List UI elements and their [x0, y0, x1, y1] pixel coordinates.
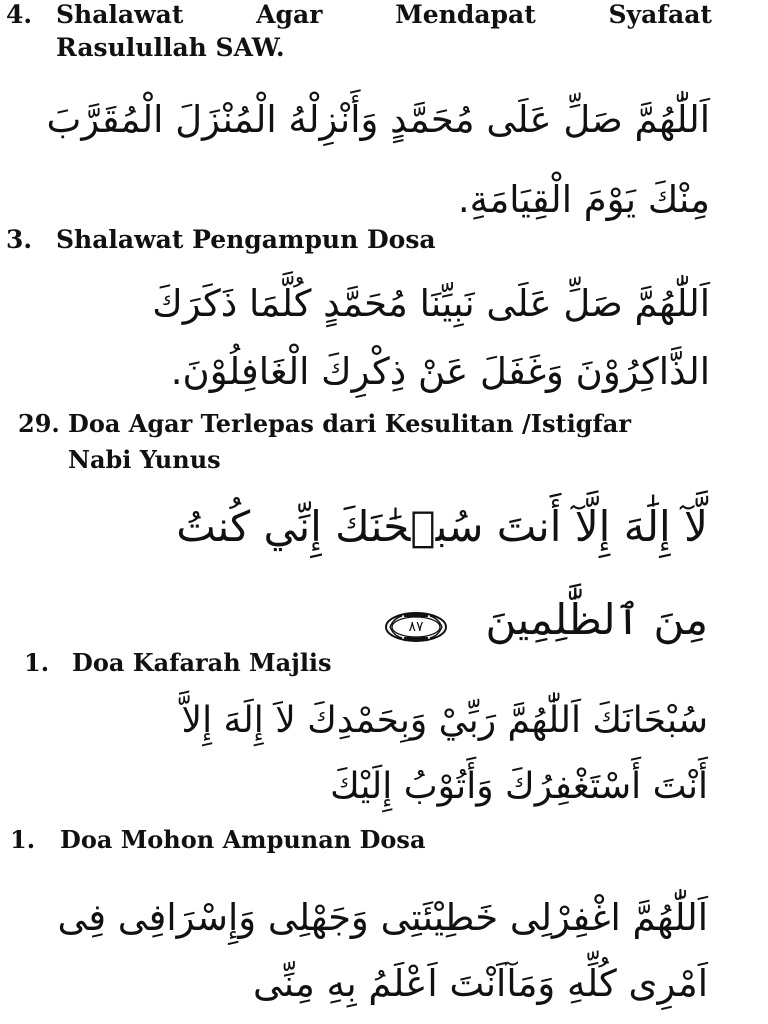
arabic-line: اَللّٰهُمَّ صَلِّ عَلَى نَبِيِّنَا مُحَمَّدٍ كُلَّمَا ذَكَرَكَ: [152, 282, 710, 325]
ayah-number: ٨٧: [408, 619, 424, 635]
section-heading: [10, 825, 426, 854]
heading-word: Shalawat: [56, 0, 184, 29]
section-heading-line-2: Rasulullah SAW.: [56, 33, 285, 62]
section-number: 1.: [24, 648, 50, 677]
section-title: Doa Kafarah Majlis: [72, 648, 332, 677]
section-number: 3.: [6, 225, 33, 254]
ayah-marker: [384, 610, 448, 644]
section-number: 4.: [6, 0, 33, 29]
heading-line-1: [56, 0, 712, 29]
section-heading-line-2: Nabi Yunus: [68, 445, 221, 474]
arabic-line: سُبْحَانَكَ اَللّٰهُمَّ رَبِّيْ وَبِحَمْدِكَ لاَ إِلَهَ إِلاَّ: [181, 700, 708, 741]
arabic-line: لَّآ إِلَٰهَ إِلَّآ أَنتَ سُبۡحَٰنَكَ إِنِّي كُنتُ: [176, 502, 708, 551]
section-title-line-1: Doa Agar Terlepas dari Kesulitan /Istigfar: [68, 409, 631, 438]
section-number: 1.: [10, 825, 36, 854]
heading-word: Mendapat: [395, 0, 536, 29]
arabic-line: أَنْتَ أَسْتَغْفِرُكَ وَأَتُوْبُ إِلَيْكَ: [330, 766, 708, 807]
section-heading: [24, 648, 332, 677]
section-heading: [18, 409, 631, 438]
section-title: Doa Mohon Ampunan Dosa: [60, 825, 426, 854]
arabic-line: مِنْكَ يَوْمَ الْقِيَامَةِ.: [457, 178, 710, 221]
section-heading: [6, 0, 712, 29]
section-number: 29.: [18, 409, 60, 438]
section-title: Shalawat Pengampun Dosa: [56, 225, 436, 254]
heading-word: Syafaat: [608, 0, 712, 29]
arabic-line: اَللّٰهُمَّ اغْفِرْلِى خَطِيْئَتِى وَجَهْلِى وَإِسْرَافِى فِى: [57, 896, 708, 939]
section-heading: [6, 225, 436, 254]
arabic-line: مِنَ ٱلظَّٰلِمِينَ: [485, 595, 708, 644]
arabic-line: اَللّٰهُمَّ صَلِّ عَلَى مُحَمَّدٍ وَأَنْزِلْهُ الْمُنْزَلَ الْمُقَرَّبَ: [46, 98, 710, 141]
arabic-line: الذَّاكِرُوْنَ وَغَفَلَ عَنْ ذِكْرِكَ الْغَافِلُوْنَ.: [170, 350, 710, 393]
heading-word: Agar: [256, 0, 323, 29]
arabic-line: اَمْرِى كُلِّهِ وَمَآاَنْتَ اَعْلَمُ بِهِ مِنِّى: [252, 962, 708, 1005]
